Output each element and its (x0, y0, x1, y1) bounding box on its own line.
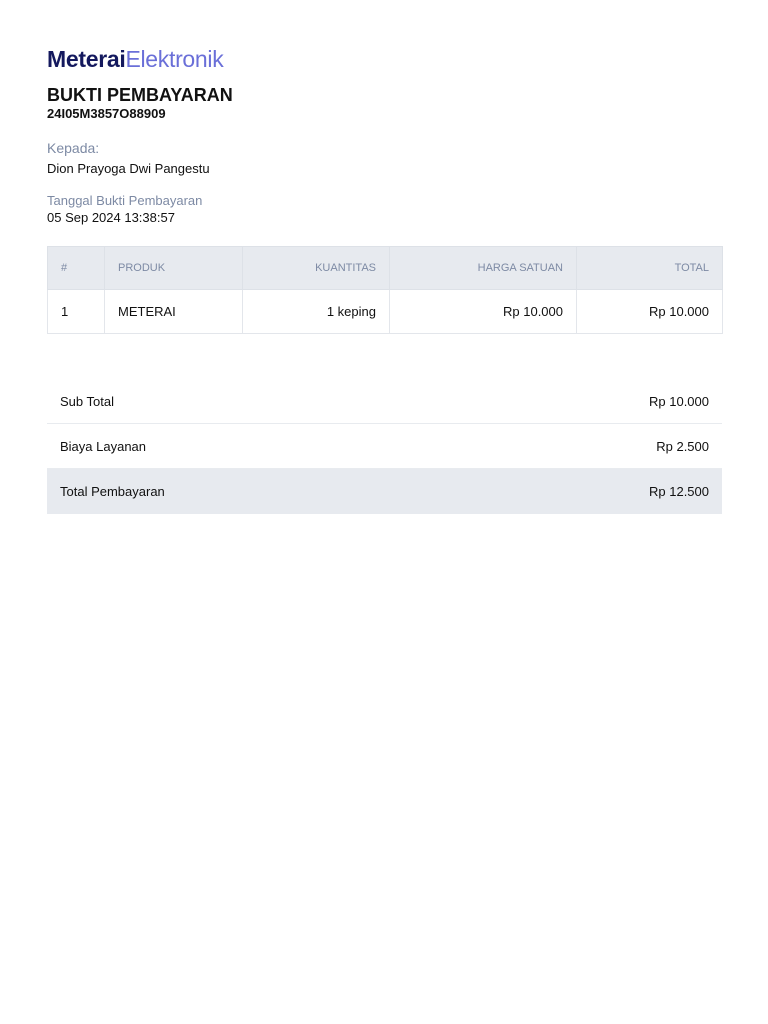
service-fee-label: Biaya Layanan (60, 438, 147, 454)
date-value: 05 Sep 2024 13:38:57 (47, 210, 175, 225)
cell-product: METERAI (105, 290, 243, 334)
brand-logo (47, 44, 722, 74)
subtotal-value: Rp 10.000 (649, 393, 709, 409)
table-row (48, 290, 723, 334)
items-table (47, 246, 723, 334)
column-header-product: PRODUK (105, 247, 243, 290)
logo-bold-text: Meterai (47, 46, 126, 72)
subtotal-label: Sub Total (60, 393, 114, 409)
total-payment-label: Total Pembayaran (60, 484, 165, 499)
cell-quantity: 1 keping (243, 290, 390, 334)
cell-number: 1 (48, 290, 105, 334)
service-fee-value: Rp 2.500 (656, 438, 709, 454)
column-header-quantity: KUANTITAS (243, 247, 390, 290)
logo-light-text: Elektronik (125, 46, 224, 72)
recipient-label: Kepada: (47, 140, 100, 156)
column-header-number: # (48, 247, 105, 290)
receipt-page (47, 44, 722, 514)
table-header-row (48, 247, 723, 290)
document-number: 24I05M3857O88909 (47, 106, 166, 121)
column-header-total: TOTAL (577, 247, 723, 290)
recipient-name: Dion Prayoga Dwi Pangestu (47, 161, 210, 176)
total-payment-row (47, 469, 722, 514)
date-label: Tanggal Bukti Pembayaran (47, 193, 203, 208)
subtotal-row (47, 379, 722, 424)
document-title: BUKTI PEMBAYARAN (47, 85, 233, 105)
column-header-unit-price: HARGA SATUAN (390, 247, 577, 290)
total-payment-value: Rp 12.500 (649, 484, 709, 499)
service-fee-row (47, 424, 722, 469)
payment-summary (47, 379, 722, 514)
cell-total: Rp 10.000 (577, 290, 723, 334)
cell-unit-price: Rp 10.000 (390, 290, 577, 334)
